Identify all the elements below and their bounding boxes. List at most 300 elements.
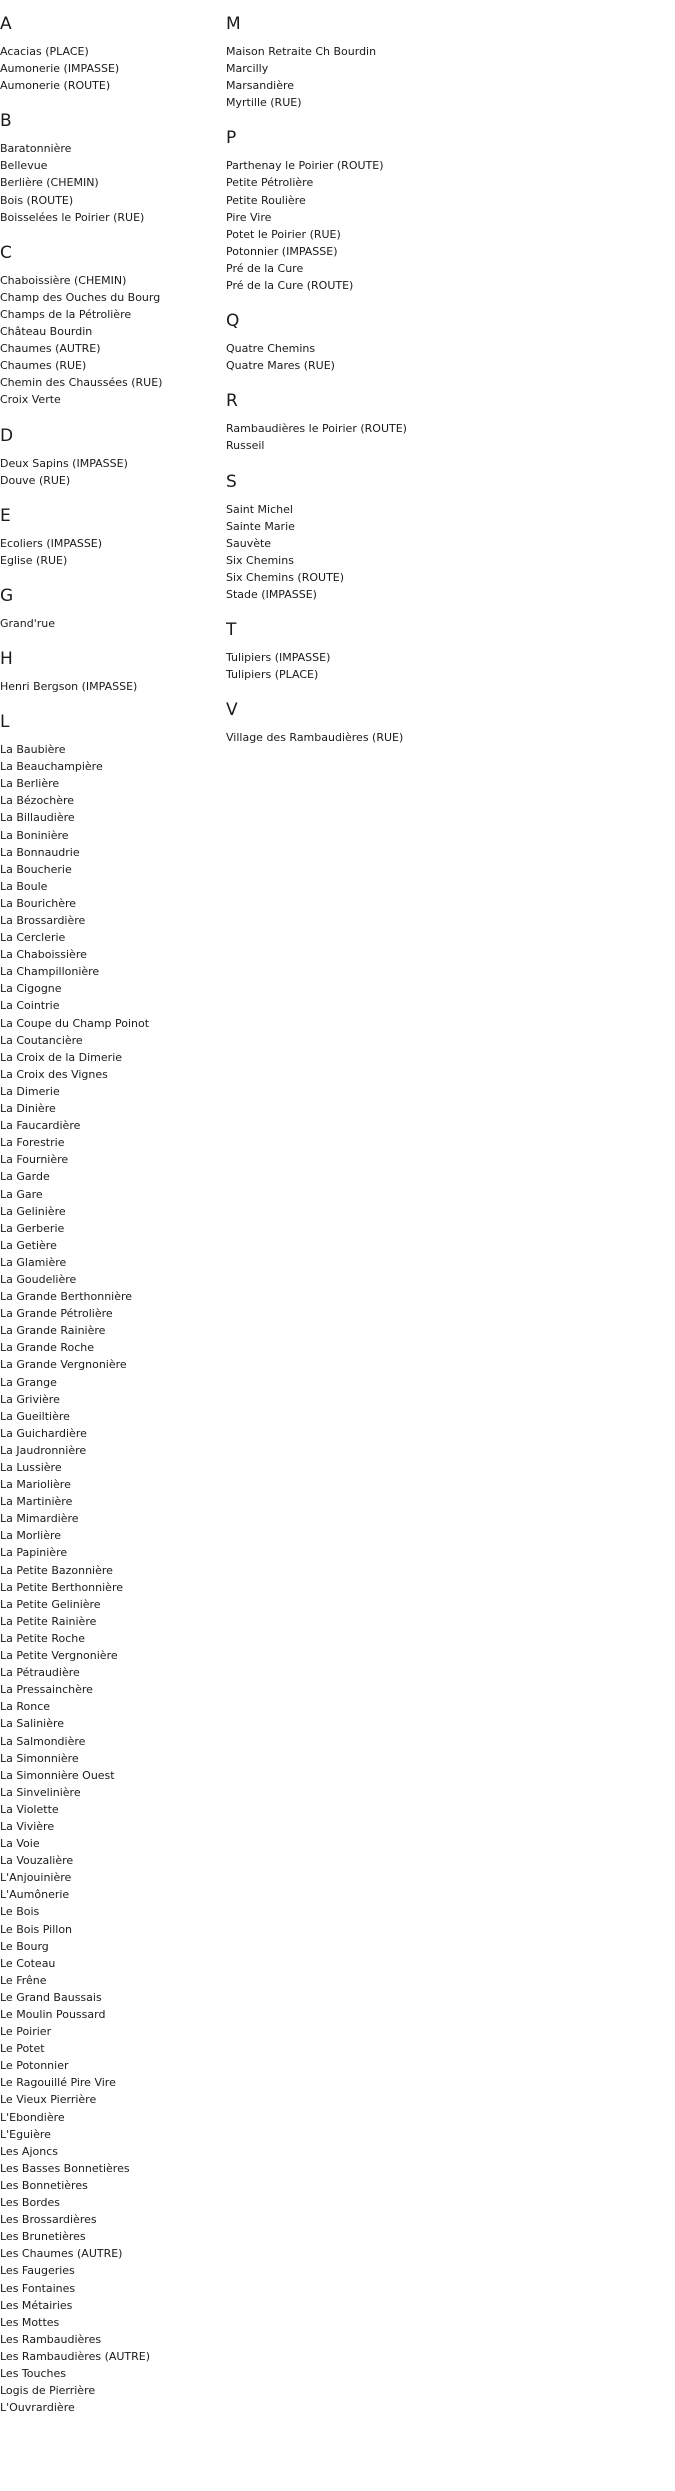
section-letter-heading: P (226, 128, 237, 149)
street-link[interactable]: Six Chemins (226, 553, 294, 567)
street-link[interactable]: Berlière (CHEMIN) (0, 176, 99, 190)
street-link[interactable]: Grand'rue (0, 616, 56, 630)
street-list (0, 535, 210, 569)
street-list-item (226, 340, 486, 357)
street-list-item (0, 1271, 210, 1288)
street-link[interactable]: Petite Roulière (226, 193, 306, 207)
street-link[interactable]: Tulipiers (PLACE) (226, 668, 319, 682)
street-link[interactable]: Le Bourg (0, 1939, 49, 1953)
street-link[interactable]: Pré de la Cure (ROUTE) (226, 279, 354, 293)
street-link[interactable]: Chaumes (AUTRE) (0, 342, 101, 356)
street-list-item (0, 1527, 210, 1544)
street-list-item (226, 649, 486, 666)
street-list-item (0, 946, 210, 963)
street-list-item (0, 615, 210, 632)
street-link[interactable]: La Dimerie (0, 1084, 60, 1098)
street-link[interactable]: La Glamière (0, 1255, 67, 1269)
street-list (226, 420, 486, 454)
street-list-item (0, 1186, 210, 1203)
street-list-item (0, 2023, 210, 2040)
street-list-item (0, 1100, 210, 1117)
street-list-item (0, 1510, 210, 1527)
street-list-item (0, 1322, 210, 1339)
street-link[interactable]: La Dinière (0, 1102, 56, 1116)
street-list-item (226, 277, 486, 294)
index-section-c (0, 242, 210, 409)
street-link[interactable]: La Gerberie (0, 1221, 65, 1235)
street-list-item (0, 1134, 210, 1151)
street-list-item (0, 1579, 210, 1596)
index-section-g (0, 585, 210, 632)
street-list-item (0, 2057, 210, 2074)
street-list-item (0, 1903, 210, 1920)
street-link[interactable]: La Boule (0, 879, 48, 893)
street-link[interactable]: Sainte Marie (226, 519, 295, 533)
street-link[interactable]: L'Ouvrardière (0, 2401, 75, 2415)
street-list-item (226, 60, 486, 77)
street-link[interactable]: La Berlière (0, 777, 60, 791)
street-list-item (0, 1015, 210, 1032)
street-list-item (0, 1562, 210, 1579)
street-link[interactable]: Les Métairies (0, 2298, 73, 2312)
street-link[interactable]: La Billaudière (0, 811, 75, 825)
street-list-item (0, 1733, 210, 1750)
street-list-item (0, 1356, 210, 1373)
index-section-t (226, 619, 486, 683)
street-list-item (0, 1938, 210, 1955)
street-link[interactable]: La Grande Roche (0, 1341, 95, 1355)
street-list-item (226, 586, 486, 603)
street-list-item (0, 2143, 210, 2160)
street-link[interactable]: Les Brossardières (0, 2213, 97, 2227)
street-list-item (0, 2091, 210, 2108)
street-link[interactable]: Le Potet (0, 2042, 45, 2056)
street-link[interactable]: Aumonerie (IMPASSE) (0, 62, 120, 76)
street-list-item (0, 2314, 210, 2331)
street-link[interactable]: La Lussière (0, 1461, 62, 1474)
street-link[interactable]: La Grange (0, 1375, 57, 1389)
index-section-b (0, 110, 210, 225)
street-link[interactable]: La Brossardière (0, 914, 86, 927)
right-column (226, 13, 486, 762)
street-link[interactable]: La Petite Rainière (0, 1614, 97, 1628)
street-list-item (0, 1630, 210, 1647)
street-link[interactable]: Russeil (226, 439, 265, 453)
street-link[interactable]: Potet le Poirier (RUE) (226, 227, 341, 241)
street-link[interactable]: La Petite Bazonnière (0, 1563, 113, 1577)
street-list-item (0, 1989, 210, 2006)
street-list-item (0, 878, 210, 895)
street-link[interactable]: La Grande Berthonnière (0, 1290, 133, 1304)
street-list-item (0, 2177, 210, 2194)
street-link[interactable]: La Bonnaudrie (0, 845, 80, 859)
street-list-item (0, 1750, 210, 1767)
section-letter-heading: L (0, 712, 10, 733)
street-link[interactable]: Sauvète (226, 536, 272, 550)
street-link[interactable]: Acacias (PLACE) (0, 45, 89, 58)
street-link[interactable]: La Violette (0, 1802, 59, 1816)
street-link[interactable]: Les Ajoncs (0, 2144, 58, 2158)
street-list-item (0, 678, 210, 695)
street-list-item (0, 374, 210, 391)
street-list-item (0, 391, 210, 408)
street-list-item (226, 174, 486, 191)
street-list-item (226, 729, 486, 746)
street-list-item (226, 569, 486, 586)
street-link[interactable]: La Morlière (0, 1529, 62, 1543)
street-list-item (0, 2331, 210, 2348)
street-list-item (0, 340, 210, 357)
street-link[interactable]: Le Ragouillé Pire Vire (0, 2076, 116, 2090)
street-list-item (0, 2399, 210, 2416)
street-list-item (0, 895, 210, 912)
street-list-item (0, 1698, 210, 1715)
street-list-item (0, 1459, 210, 1476)
street-list-item (0, 2348, 210, 2365)
street-link[interactable]: La Papinière (0, 1546, 68, 1560)
street-list-item (226, 518, 486, 535)
street-list-item (0, 289, 210, 306)
street-list-item (0, 2297, 210, 2314)
index-section-q (226, 310, 486, 374)
index-section-r (226, 390, 486, 454)
street-list-item (0, 2006, 210, 2023)
street-link[interactable]: Château Bourdin (0, 325, 93, 339)
street-link[interactable]: La Bézochère (0, 794, 75, 808)
street-list-item (0, 192, 210, 209)
street-list (226, 649, 486, 683)
street-list-item (0, 1476, 210, 1493)
street-link[interactable]: Logis de Pierrière (0, 2384, 96, 2398)
street-link[interactable]: Douve (RUE) (0, 473, 71, 487)
street-link[interactable]: La Forestrie (0, 1136, 65, 1150)
index-section-p (226, 127, 486, 294)
street-list-item (0, 1972, 210, 1989)
street-link[interactable]: Pire Vire (226, 210, 272, 224)
street-list-item (0, 1168, 210, 1185)
street-list-item (226, 501, 486, 518)
street-link[interactable]: La Grande Vergnonière (0, 1358, 127, 1372)
street-link[interactable]: L'Ebondière (0, 2110, 65, 2124)
street-list-item (0, 357, 210, 374)
street-list (226, 729, 486, 746)
street-list-item (0, 997, 210, 1014)
street-list-item (0, 1801, 210, 1818)
street-list-item (0, 1767, 210, 1784)
street-link[interactable]: Les Bordes (0, 2196, 61, 2210)
street-link[interactable]: Potonnier (IMPASSE) (226, 244, 338, 258)
street-link[interactable]: La Guichardière (0, 1426, 87, 1440)
street-link[interactable]: Chaumes (RUE) (0, 359, 87, 373)
street-link[interactable]: La Vouzalière (0, 1854, 74, 1868)
street-list-item (0, 1339, 210, 1356)
street-list-item (0, 1083, 210, 1100)
street-link[interactable]: Le Frêne (0, 1973, 47, 1987)
street-list-item (0, 775, 210, 792)
street-list-item (0, 980, 210, 997)
street-link[interactable]: La Salmondière (0, 1734, 86, 1748)
street-link[interactable]: Les Touches (0, 2366, 66, 2380)
street-list-item (0, 1852, 210, 1869)
street-list-item (0, 455, 210, 472)
street-link[interactable]: La Sinvelinière (0, 1785, 81, 1799)
street-link[interactable]: Bellevue (0, 159, 48, 173)
street-list-item (226, 552, 486, 569)
street-list-item (0, 792, 210, 809)
street-list-item (0, 1117, 210, 1134)
street-link[interactable]: Chaboissière (CHEMIN) (0, 273, 127, 287)
street-link[interactable]: La Mariolière (0, 1478, 71, 1492)
street-link[interactable]: La Champillonière (0, 965, 100, 979)
index-section-h (0, 648, 210, 695)
street-list (0, 43, 210, 94)
street-list-item (0, 2245, 210, 2262)
street-link[interactable]: Le Poirier (0, 2025, 52, 2039)
street-link[interactable]: La Boninière (0, 828, 69, 842)
street-list-item (0, 1425, 210, 1442)
street-list-item (0, 758, 210, 775)
street-link[interactable]: La Jaudronnière (0, 1443, 87, 1457)
street-list-item (0, 1220, 210, 1237)
street-list-item (0, 2074, 210, 2091)
street-link[interactable]: La Petite Vergnonière (0, 1649, 118, 1663)
street-link[interactable]: La Beauchampière (0, 760, 103, 774)
street-list-item (0, 929, 210, 946)
street-list-item (0, 1237, 210, 1254)
street-link[interactable]: L'Eguière (0, 2127, 51, 2141)
street-link[interactable]: La Cerclerie (0, 931, 66, 945)
street-list-item (0, 2262, 210, 2279)
street-link[interactable]: Croix Verte (0, 393, 61, 407)
street-link[interactable]: La Petite Berthonnière (0, 1580, 123, 1594)
street-list-item (226, 157, 486, 174)
street-link[interactable]: La Goudelière (0, 1272, 77, 1286)
street-list-item (226, 226, 486, 243)
street-link[interactable]: Le Bois (0, 1905, 40, 1919)
section-letter-heading: C (0, 242, 12, 263)
street-link[interactable]: Les Mottes (0, 2315, 60, 2329)
street-link[interactable]: La Gelinière (0, 1204, 66, 1218)
street-list-item (0, 827, 210, 844)
street-link[interactable]: La Coupe du Champ Poinot (0, 1016, 150, 1030)
street-link[interactable]: Champs de la Pétrolière (0, 307, 132, 321)
street-list (0, 455, 210, 489)
street-link[interactable]: Aumonerie (ROUTE) (0, 79, 111, 93)
street-link[interactable]: La Getière (0, 1238, 57, 1252)
street-link[interactable]: La Petite Gelinière (0, 1597, 101, 1611)
street-list-item (0, 2109, 210, 2126)
street-link[interactable]: Petite Pétrolière (226, 176, 314, 190)
street-link[interactable]: La Pétraudière (0, 1666, 80, 1680)
street-link[interactable]: La Simonnière Ouest (0, 1768, 115, 1782)
index-section-a (0, 13, 210, 94)
street-list-item (226, 260, 486, 277)
section-letter-heading: B (0, 111, 12, 132)
street-list-item (0, 2160, 210, 2177)
street-list (226, 43, 486, 111)
street-link[interactable]: Chemin des Chaussées (RUE) (0, 376, 163, 390)
street-link[interactable]: L'Anjouinière (0, 1871, 72, 1885)
street-list (0, 741, 210, 2416)
street-list-item (0, 472, 210, 489)
street-link[interactable]: La Gare (0, 1187, 43, 1201)
street-link[interactable]: Baratonnière (0, 142, 72, 156)
index-section-l (0, 711, 210, 2416)
left-column (0, 13, 210, 2432)
index-section-m (226, 13, 486, 111)
street-list-item (0, 1647, 210, 1664)
street-list-item (0, 140, 210, 157)
street-link[interactable]: La Croix des Vignes (0, 1067, 108, 1081)
street-list-item (0, 1305, 210, 1322)
street-list-item (226, 94, 486, 111)
street-list-item (0, 272, 210, 289)
street-link[interactable]: La Bourichère (0, 896, 77, 910)
street-link[interactable]: La Petite Roche (0, 1631, 85, 1645)
street-list-item (0, 2194, 210, 2211)
street-link[interactable]: Stade (IMPASSE) (226, 587, 317, 601)
street-link[interactable]: Le Coteau (0, 1956, 56, 1970)
street-list (0, 678, 210, 695)
section-letter-heading: D (0, 425, 14, 446)
street-list-item (0, 306, 210, 323)
street-link[interactable]: Champ des Ouches du Bourg (0, 290, 161, 304)
street-link[interactable]: Village des Rambaudières (RUE) (226, 731, 404, 745)
street-link[interactable]: La Fournière (0, 1153, 69, 1167)
section-letter-heading: S (226, 471, 237, 492)
street-list-item (0, 77, 210, 94)
street-list-item (0, 1391, 210, 1408)
street-link[interactable]: La Grivière (0, 1392, 60, 1406)
street-list-item (0, 861, 210, 878)
street-list-item (0, 1151, 210, 1168)
street-link[interactable]: La Chaboissière (0, 948, 87, 962)
street-link[interactable]: Les Brunetières (0, 2230, 86, 2244)
street-list-item (0, 1715, 210, 1732)
street-link[interactable]: La Ronce (0, 1700, 51, 1714)
street-link[interactable]: La Vivière (0, 1819, 55, 1833)
street-link[interactable]: Les Chaumes (AUTRE) (0, 2247, 123, 2261)
street-link[interactable]: Quatre Chemins (226, 342, 316, 356)
street-link[interactable]: Maison Retraite Ch Bourdin (226, 45, 377, 58)
street-list-item (0, 963, 210, 980)
street-link[interactable]: Les Basses Bonnetières (0, 2161, 130, 2175)
street-link[interactable]: La Boucherie (0, 862, 72, 876)
street-list-item (0, 1835, 210, 1852)
street-link[interactable]: La Coutancière (0, 1033, 83, 1047)
street-link[interactable]: Henri Bergson (IMPASSE) (0, 679, 138, 693)
street-list-item (0, 1613, 210, 1630)
street-link[interactable]: La Martinière (0, 1495, 73, 1509)
street-link[interactable]: Le Grand Baussais (0, 1990, 102, 2004)
street-link[interactable]: Eglise (RUE) (0, 553, 68, 567)
street-list-item (0, 174, 210, 191)
street-list-item (226, 437, 486, 454)
street-list (226, 501, 486, 604)
street-list-item (226, 535, 486, 552)
street-link[interactable]: Marsandière (226, 79, 295, 93)
street-list-item (0, 535, 210, 552)
street-list-item (0, 844, 210, 861)
street-link[interactable]: Rambaudières le Poirier (ROUTE) (226, 422, 407, 436)
street-list-item (0, 741, 210, 758)
street-link[interactable]: Bois (ROUTE) (0, 193, 74, 207)
street-list-item (226, 77, 486, 94)
street-list-item (0, 1886, 210, 1903)
street-list-item (226, 243, 486, 260)
street-link[interactable]: Deux Sapins (IMPASSE) (0, 456, 128, 470)
street-link[interactable]: Les Fontaines (0, 2281, 76, 2295)
street-list-item (226, 420, 486, 437)
street-list-item (0, 2228, 210, 2245)
street-link[interactable]: La Cigogne (0, 982, 62, 996)
section-letter-heading: E (0, 505, 11, 526)
street-list-item (0, 2040, 210, 2057)
index-section-d (0, 425, 210, 489)
index-section-s (226, 471, 486, 604)
street-link[interactable]: Boisselées le Poirier (RUE) (0, 210, 145, 224)
street-link[interactable]: La Baubière (0, 743, 66, 757)
street-list-item (0, 1288, 210, 1305)
section-letter-heading: H (0, 648, 13, 669)
street-link[interactable]: La Pressainchère (0, 1683, 93, 1697)
street-link[interactable]: Quatre Mares (RUE) (226, 359, 335, 373)
street-link[interactable]: La Grande Pétrolière (0, 1307, 113, 1321)
street-link[interactable]: La Croix de la Dimerie (0, 1050, 123, 1064)
street-link[interactable]: Tulipiers (IMPASSE) (226, 651, 331, 665)
section-letter-heading: G (0, 585, 14, 606)
street-link[interactable]: La Salinière (0, 1717, 65, 1731)
street-list-item (0, 1921, 210, 1938)
street-list-item (0, 157, 210, 174)
street-link[interactable]: Le Vieux Pierrière (0, 2093, 97, 2107)
street-link[interactable]: Le Potonnier (0, 2059, 69, 2073)
street-link[interactable]: La Simonnière (0, 1751, 79, 1765)
street-link[interactable]: Ecoliers (IMPASSE) (0, 536, 103, 550)
street-link[interactable]: Marcilly (226, 62, 269, 76)
street-link[interactable]: Le Moulin Poussard (0, 2008, 106, 2021)
street-link[interactable]: Parthenay le Poirier (ROUTE) (226, 159, 384, 173)
street-list-item (0, 1254, 210, 1271)
section-letter-heading: T (226, 620, 237, 641)
street-link[interactable]: Les Rambaudières (AUTRE) (0, 2349, 151, 2363)
street-list-item (0, 209, 210, 226)
street-link[interactable]: La Faucardière (0, 1119, 81, 1133)
street-list-item (0, 1203, 210, 1220)
street-link[interactable]: Six Chemins (ROUTE) (226, 570, 345, 584)
street-link[interactable]: Myrtille (RUE) (226, 96, 302, 110)
street-link[interactable]: La Cointrie (0, 999, 60, 1013)
street-link[interactable]: La Voie (0, 1837, 40, 1851)
street-list-item (0, 1869, 210, 1886)
street-link[interactable]: La Mimardière (0, 1512, 79, 1526)
street-link[interactable]: Les Rambaudières (0, 2332, 102, 2346)
street-link[interactable]: Le Bois Pillon (0, 1922, 73, 1936)
street-list-item (0, 1442, 210, 1459)
index-section-e (0, 505, 210, 569)
street-link[interactable]: La Grande Rainière (0, 1324, 106, 1338)
section-letter-heading: Q (226, 311, 240, 332)
street-list-item (0, 809, 210, 826)
street-link[interactable]: La Garde (0, 1170, 50, 1184)
street-list-item (0, 1664, 210, 1681)
street-link[interactable]: Saint Michel (226, 502, 293, 516)
street-link[interactable]: La Gueiltière (0, 1409, 70, 1423)
street-link[interactable]: L'Aumônerie (0, 1888, 70, 1902)
street-link[interactable]: Les Bonnetières (0, 2178, 88, 2192)
street-link[interactable]: Les Faugeries (0, 2264, 75, 2278)
street-link[interactable]: Pré de la Cure (226, 261, 304, 275)
